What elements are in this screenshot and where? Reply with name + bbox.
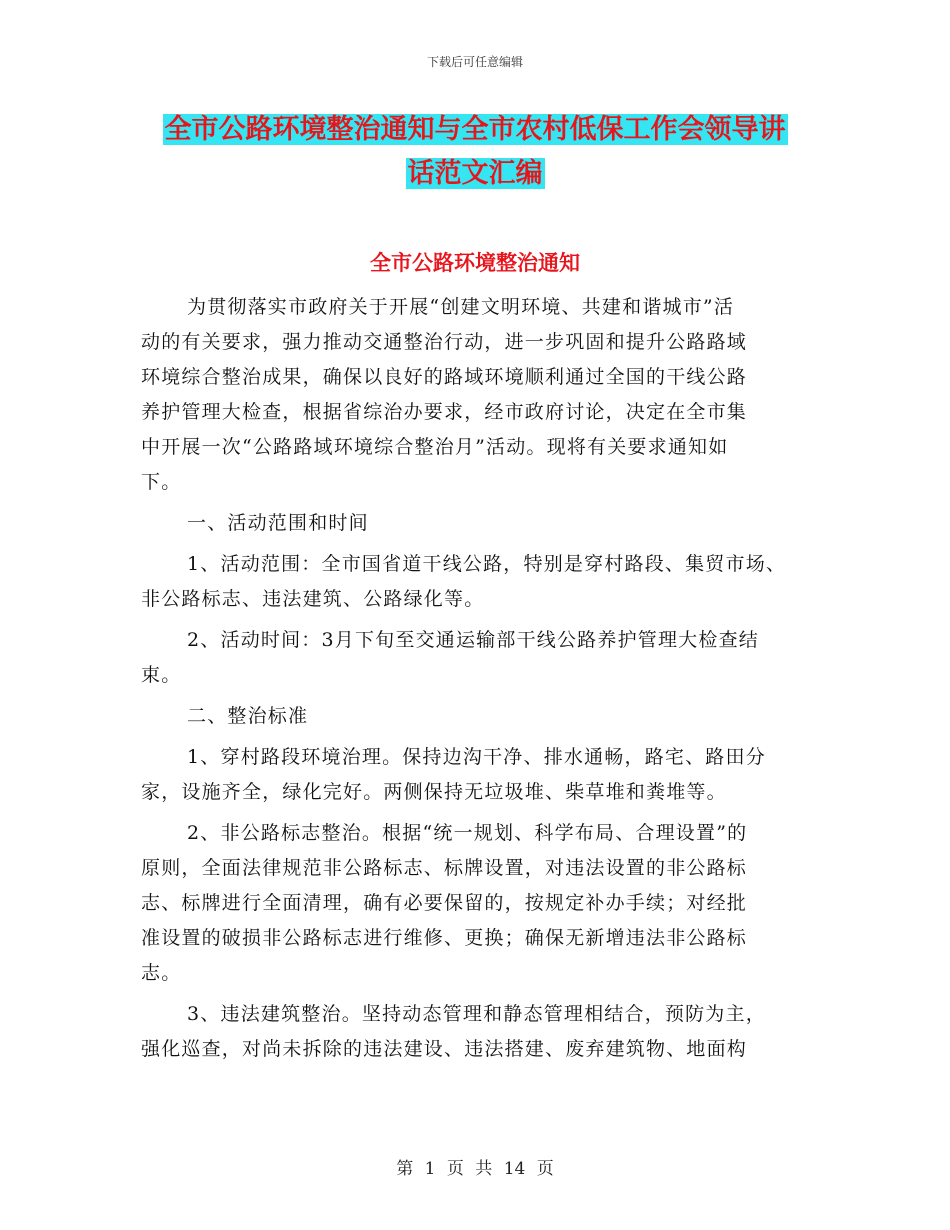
page-number: 第 1 页 共 14 页 bbox=[396, 1159, 554, 1179]
body-line: 2、活动时间：3月下旬至交通运输部干线公路养护管理大检查结 bbox=[187, 629, 759, 651]
document-title-line-2 bbox=[0, 157, 950, 191]
body-line: 动的有关要求，强力推动交通整治行动，进一步巩固和提升公路路域 bbox=[141, 331, 748, 353]
body-line: 3、违法建筑整治。坚持动态管理和静态管理相结合，预防为主， bbox=[187, 1003, 766, 1025]
body-line: 1、穿村路段环境治理。保持边沟干净、排水通畅，路宅、路田分 bbox=[187, 746, 766, 768]
body-line: 志。 bbox=[141, 962, 182, 984]
body-line: 束。 bbox=[141, 664, 182, 686]
body-line: 1、活动范围：全市国省道干线公路，特别是穿村路段、集贸市场、 bbox=[187, 553, 787, 575]
body-line: 为贯彻落实市政府关于开展“创建文明环境、共建和谐城市”活 bbox=[187, 296, 735, 318]
body-line: 下。 bbox=[141, 471, 182, 493]
document-body bbox=[141, 290, 831, 1067]
document-title-text-2: 话范文汇编 bbox=[407, 158, 543, 189]
body-line: 志、标牌进行全面清理，确有必要保留的，按规定补办手续；对经批 bbox=[141, 892, 748, 914]
document-title-text-1: 全市公路环境整治通知与全市农村低保工作会领导讲 bbox=[164, 114, 786, 145]
body-line: 养护管理大检查，根据省综治办要求，经市政府讨论，决定在全市集 bbox=[141, 401, 748, 423]
body-line: 2、非公路标志整治。根据“统一规划、科学布局、合理设置”的 bbox=[187, 822, 748, 844]
body-line: 原则，全面法律规范非公路标志、标牌设置，对违法设置的非公路标 bbox=[141, 857, 748, 879]
body-line: 二、整治标准 bbox=[187, 705, 309, 727]
body-line: 强化巡查，对尚未拆除的违法建设、违法搭建、废弃建筑物、地面构 bbox=[141, 1038, 748, 1060]
body-line: 非公路标志、违法建筑、公路绿化等。 bbox=[141, 588, 485, 610]
header-note: 下载后可任意编辑 bbox=[426, 55, 523, 69]
body-line: 准设置的破损非公路标志进行维修、更换；确保无新增违法非公路标 bbox=[141, 927, 748, 949]
body-line: 环境综合整治成果，确保以良好的路域环境顺利通过全国的干线公路 bbox=[141, 366, 748, 388]
body-line: 家，设施齐全，绿化完好。两侧保持无垃圾堆、柴草堆和粪堆等。 bbox=[141, 781, 727, 803]
body-line: 一、活动范围和时间 bbox=[187, 512, 369, 534]
section-heading: 全市公路环境整治通知 bbox=[370, 250, 580, 275]
document-title-line-1 bbox=[0, 113, 950, 147]
body-line: 中开展一次“公路路域环境综合整治月”活动。现将有关要求通知如 bbox=[141, 436, 729, 458]
